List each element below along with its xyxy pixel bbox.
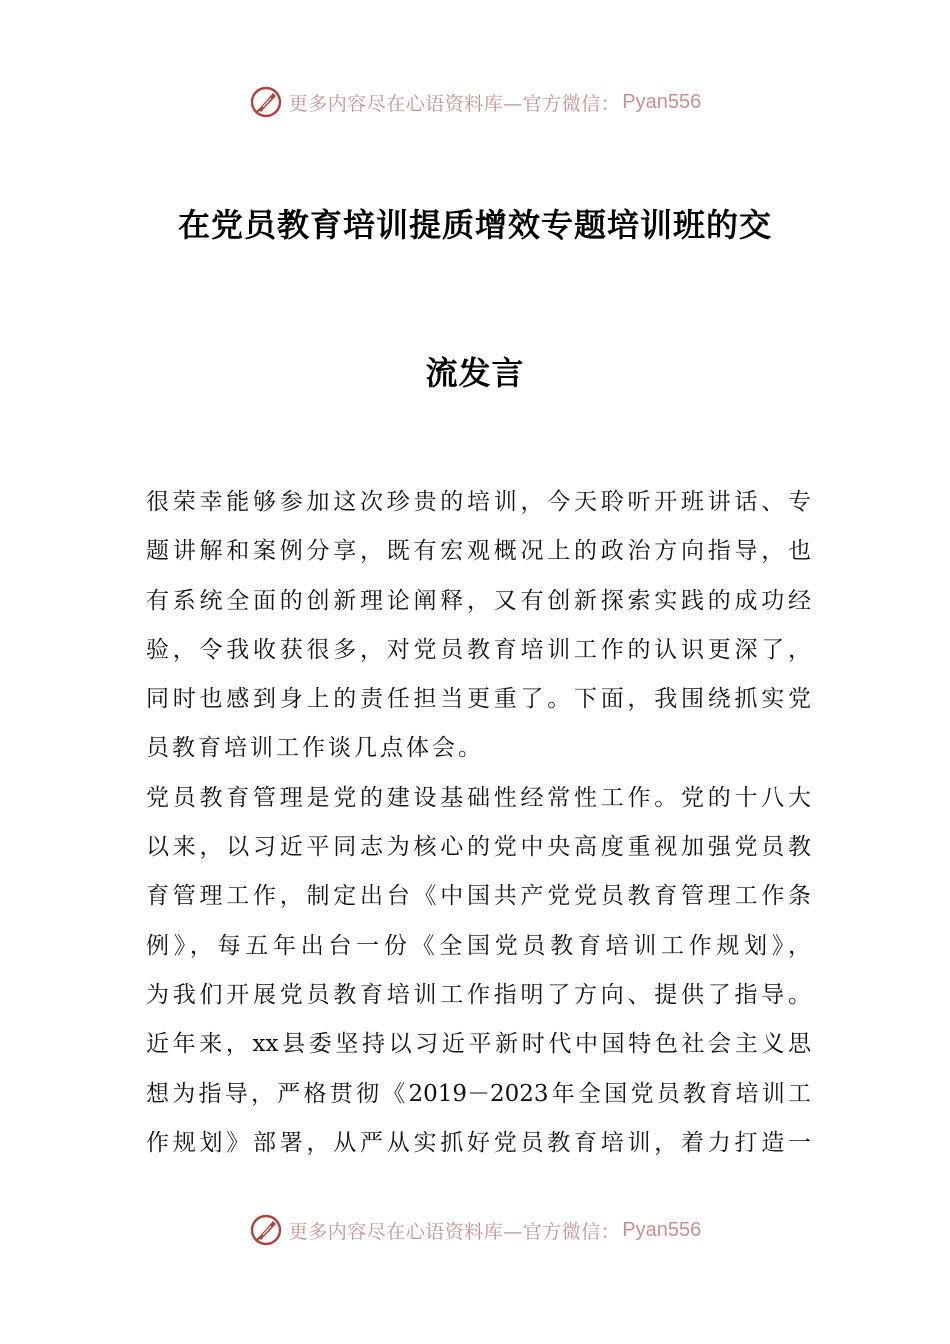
- wechat-id: Pyan556: [622, 90, 702, 113]
- body-line: 近年来，xx县委坚持以习近平新时代中国特色社会主义思: [146, 1031, 811, 1058]
- watermark-text: 更多内容尽在心语资料库—官方微信：: [288, 1220, 621, 1243]
- body-line: 作规划》部署，从严从实抓好党员教育培训，着力打造一: [146, 1129, 811, 1156]
- wechat-id: Pyan556: [622, 1218, 702, 1241]
- body-line: 例》，每五年出台一份《全国党员教育培训工作规划》，: [146, 932, 811, 959]
- body-line: 同时也感到身上的责任担当更重了。下面，我围绕抓实党: [146, 686, 811, 713]
- body-line: 验，令我收获很多，对党员教育培训工作的认识更深了，: [146, 636, 811, 663]
- document-title-line-2: 流发言: [425, 354, 525, 392]
- body-line: 想为指导，严格贯彻《2019－2023年全国党员教育培训工: [146, 1080, 811, 1107]
- body-line: 为我们开展党员教育培训工作指明了方向、提供了指导。: [146, 981, 811, 1008]
- watermark-text: 更多内容尽在心语资料库—官方微信：: [288, 92, 621, 115]
- quill-logo-icon: [249, 85, 283, 119]
- document-body: [146, 478, 811, 1168]
- document-title-line-1: 在党员教育培训提质增效专题培训班的交: [177, 206, 772, 244]
- body-line: 有系统全面的创新理论阐释，又有创新探索实践的成功经: [146, 587, 811, 614]
- quill-logo-icon: [249, 1213, 283, 1247]
- body-line: 很荣幸能够参加这次珍贵的培训，今天聆听开班讲话、专: [146, 489, 811, 515]
- header-watermark: [0, 82, 950, 122]
- body-line: 育管理工作，制定出台《中国共产党党员教育管理工作条: [146, 883, 811, 910]
- footer-watermark: [0, 1210, 950, 1250]
- body-line: 员教育培训工作谈几点体会。: [146, 735, 484, 762]
- body-line: 党员教育管理是党的建设基础性经常性工作。党的十八大: [146, 784, 811, 811]
- body-line: 以来，以习近平同志为核心的党中央高度重视加强党员教: [146, 834, 811, 861]
- body-line: 题讲解和案例分享，既有宏观概况上的政治方向指导，也: [146, 538, 811, 565]
